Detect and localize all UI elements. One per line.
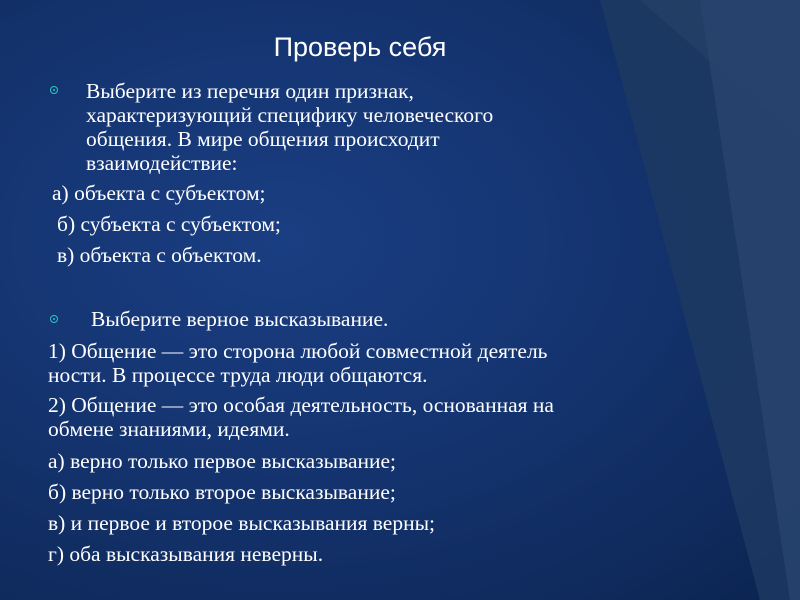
statement-2-line-1: 2) Общение — это особая деятельность, основанная на	[48, 393, 554, 417]
question1-option-c: в) объекта с объектом.	[57, 243, 262, 267]
statement-1-line-2: ности. В процессе труда люди общаются.	[48, 363, 428, 387]
question1-line-2: характеризующий специфику человеческого	[86, 103, 494, 127]
statement-2-line-2: обмене знаниями, идеями.	[48, 417, 290, 441]
question1-line-3: общения. В мире общения происходит	[86, 127, 440, 151]
statement-1-line-1: 1) Общение — это сторона любой совместной деятель	[48, 339, 548, 363]
question1-line-1: Выберите из перечня один признак,	[86, 79, 414, 103]
question1-line-4: взаимодействие:	[86, 151, 238, 175]
question2-prompt: Выберите верное высказывание.	[91, 307, 389, 331]
bullet-icon	[50, 86, 58, 94]
bullet-icon	[50, 315, 58, 323]
question2-option-d: г) оба высказывания неверны.	[48, 542, 324, 566]
question2-option-b: б) верно только второе высказывание;	[48, 480, 396, 504]
slide-title: Проверь себя	[273, 32, 447, 62]
question2-option-a: а) верно только первое высказывание;	[48, 449, 397, 473]
question1-option-b: б) субъекта с субъектом;	[57, 212, 281, 236]
question1-option-a: а) объекта с субъектом;	[52, 181, 266, 205]
question2-option-c: в) и первое и второе высказывания верны;	[48, 511, 436, 535]
